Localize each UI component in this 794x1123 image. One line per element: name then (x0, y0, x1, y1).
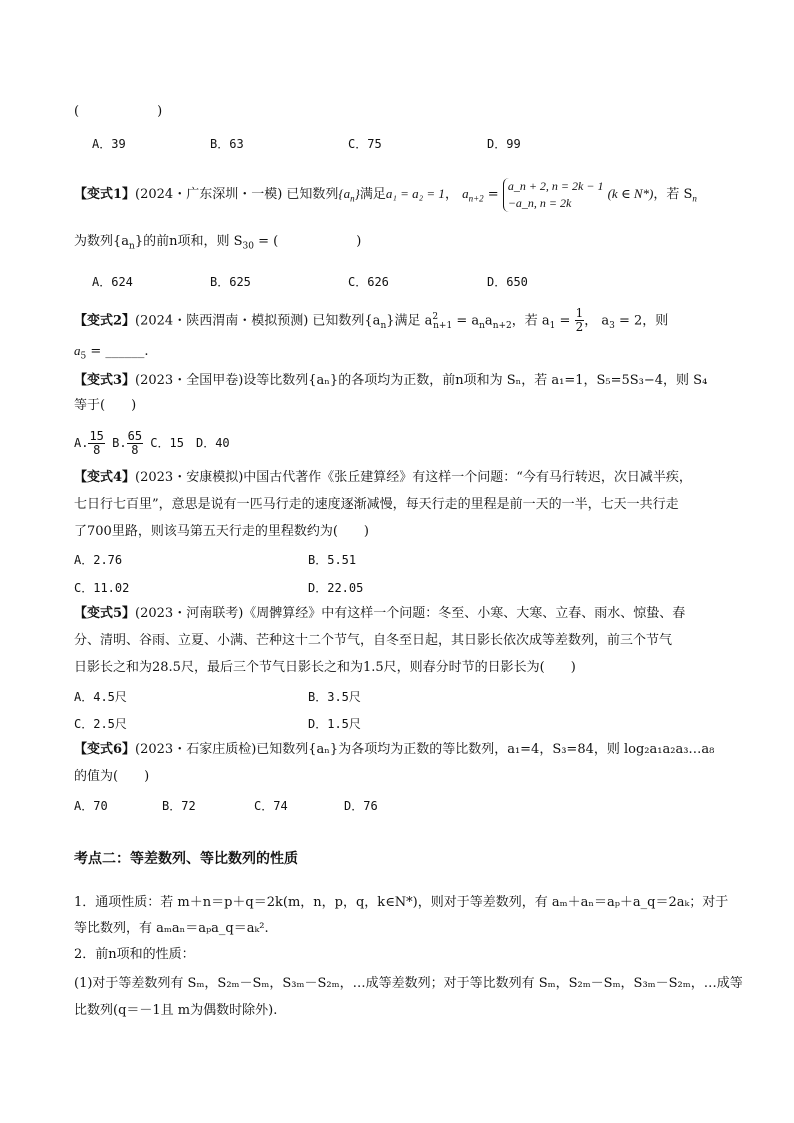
variant-2-tag: 【变式2】 (74, 313, 136, 329)
option-b: B．63 (210, 137, 244, 151)
variant-3-tag: 【变式3】 (74, 373, 136, 388)
option-d: D．99 (487, 137, 521, 151)
variant-5-line1: 【变式5】(2023・河南联考)《周髀算经》中有这样一个问题：冬至、小寒、大寒、立春、雨水、惊蛰、春 (74, 606, 686, 621)
property-2-line1: (1)对于等差数列有 Sₘ，S₂ₘ－Sₘ，S₃ₘ－S₂ₘ，…成等差数列；对于等比数列有 Sₘ，S₂ₘ－Sₘ，S₃ₘ－S₂ₘ，…成等 (74, 976, 743, 991)
variant-6-option-b: B．72 (162, 799, 196, 813)
option-a: A．39 (92, 137, 126, 151)
variant-1-line1: 【变式1】(2024・广东深圳・一模) 已知数列$\{a_n\}$满足a₁ = a₂ = 1， $a_{n+2}$ = a_n + 2, n = 2k − 1 −a_n, n = 2k (k ∈ N*)，若 $S_n$ (74, 178, 697, 210)
variant-4-tag: 【变式4】 (74, 470, 136, 485)
piecewise-cases: a_n + 2, n = 2k − 1 −a_n, n = 2k (503, 178, 604, 212)
variant-2-line2: $a_5$ = ______. (74, 343, 149, 362)
variant-5-option-b: B．3.5尺 (308, 690, 361, 704)
property-1-line1: 1．通项性质：若 m＋n＝p＋q＝2k(m，n，p，q，k∈N*)，则对于等差数列，有 aₘ＋aₙ＝aₚ＋a_q＝2aₖ；对于 (74, 895, 729, 910)
variant-1-line2: 为数列$\{a_n\}$的前n项和，则 $S_{30}$ = ( ) (74, 234, 362, 252)
variant-5-tag: 【变式5】 (74, 606, 136, 621)
property-2-heading: 2．前n项和的性质： (74, 947, 195, 962)
variant-1-tag: 【变式1】 (74, 187, 136, 202)
question-paren: ( ) (74, 104, 163, 119)
fraction-one-half: $\frac{1}{2}$ (575, 306, 584, 335)
variant-1-option-c: C．626 (348, 275, 389, 289)
variant-5-option-a: A．4.5尺 (74, 690, 127, 704)
variant-5-line3: 日影长之和为28.5尺，最后三个节气日影长之和为1.5尺，则春分时节的日影长为( ) (74, 660, 576, 675)
variant-4-option-c: C．11.02 (74, 581, 130, 595)
variant-6-line1: 【变式6】(2023・石家庄质检)已知数列{aₙ}为各项均为正数的等比数列，a₁=4，S₃=84，则 log₂a₁a₂a₃…a₈ (74, 742, 715, 757)
variant-5-line2: 分、清明、谷雨、立夏、小满、芒种这十二个节气，自冬至日起，其日影长依次成等差数列，前三个节气 (74, 633, 673, 648)
variant-6-option-a: A．70 (74, 799, 108, 813)
variant-4-option-b: B．5.51 (308, 553, 357, 567)
variant-1-option-d: D．650 (487, 275, 528, 289)
variant-6-option-c: C．74 (254, 799, 288, 813)
variant-6-line2: 的值为( ) (74, 769, 150, 784)
option-c: C．75 (348, 137, 382, 151)
variant-3-line2: 等于( ) (74, 398, 137, 413)
variant-4-line3: 了700里路，则该马第五天行走的里程数约为( ) (74, 524, 369, 539)
variant-5-option-d: D．1.5尺 (308, 717, 361, 731)
variant-3-options: A. $\frac{15}{8}$ B. $\frac{65}{8}$ C．15 D．40 (74, 429, 230, 457)
variant-4-option-a: A．2.76 (74, 553, 123, 567)
variant-1-option-a: A．624 (92, 275, 133, 289)
property-1-line2: 等比数列，有 aₘaₙ＝aₚa_q＝aₖ². (74, 921, 269, 936)
variant-4-line2: 七日行七百里”，意思是说有一匹马行走的速度逐渐减慢，每天行走的里程是前一天的一半，七天一共行走 (74, 497, 679, 512)
property-2-line2: 比数列(q＝－1且 m为偶数时除外). (74, 1003, 278, 1018)
variant-3-line1: 【变式3】(2023・全国甲卷)设等比数列{aₙ}的各项均为正数，前n项和为 Sₙ，若 a₁=1，S₅=5S₃−4，则 S₄ (74, 373, 708, 388)
variant-4-option-d: D．22.05 (308, 581, 364, 595)
variant-2-line1: 【变式2】(2024・陕西渭南・模拟预测) 已知数列$\{a_n\}$满足 $a^2_{n+1} = a_na_{n+2}$，若 $a_1$ = $\frac{1}{2}$ ， $a_3 = 2$，则 (74, 306, 669, 335)
variant-6-option-d: D．76 (344, 799, 378, 813)
section-title: 考点二：等差数列、等比数列的性质 (74, 851, 298, 867)
variant-5-option-c: C．2.5尺 (74, 717, 127, 731)
variant-4-line1: 【变式4】(2023・安康模拟)中国古代著作《张丘建算经》有这样一个问题：“今有马行转迟，次日减半疾， (74, 470, 692, 485)
variant-1-option-b: B．625 (210, 275, 251, 289)
variant-6-tag: 【变式6】 (74, 742, 136, 757)
